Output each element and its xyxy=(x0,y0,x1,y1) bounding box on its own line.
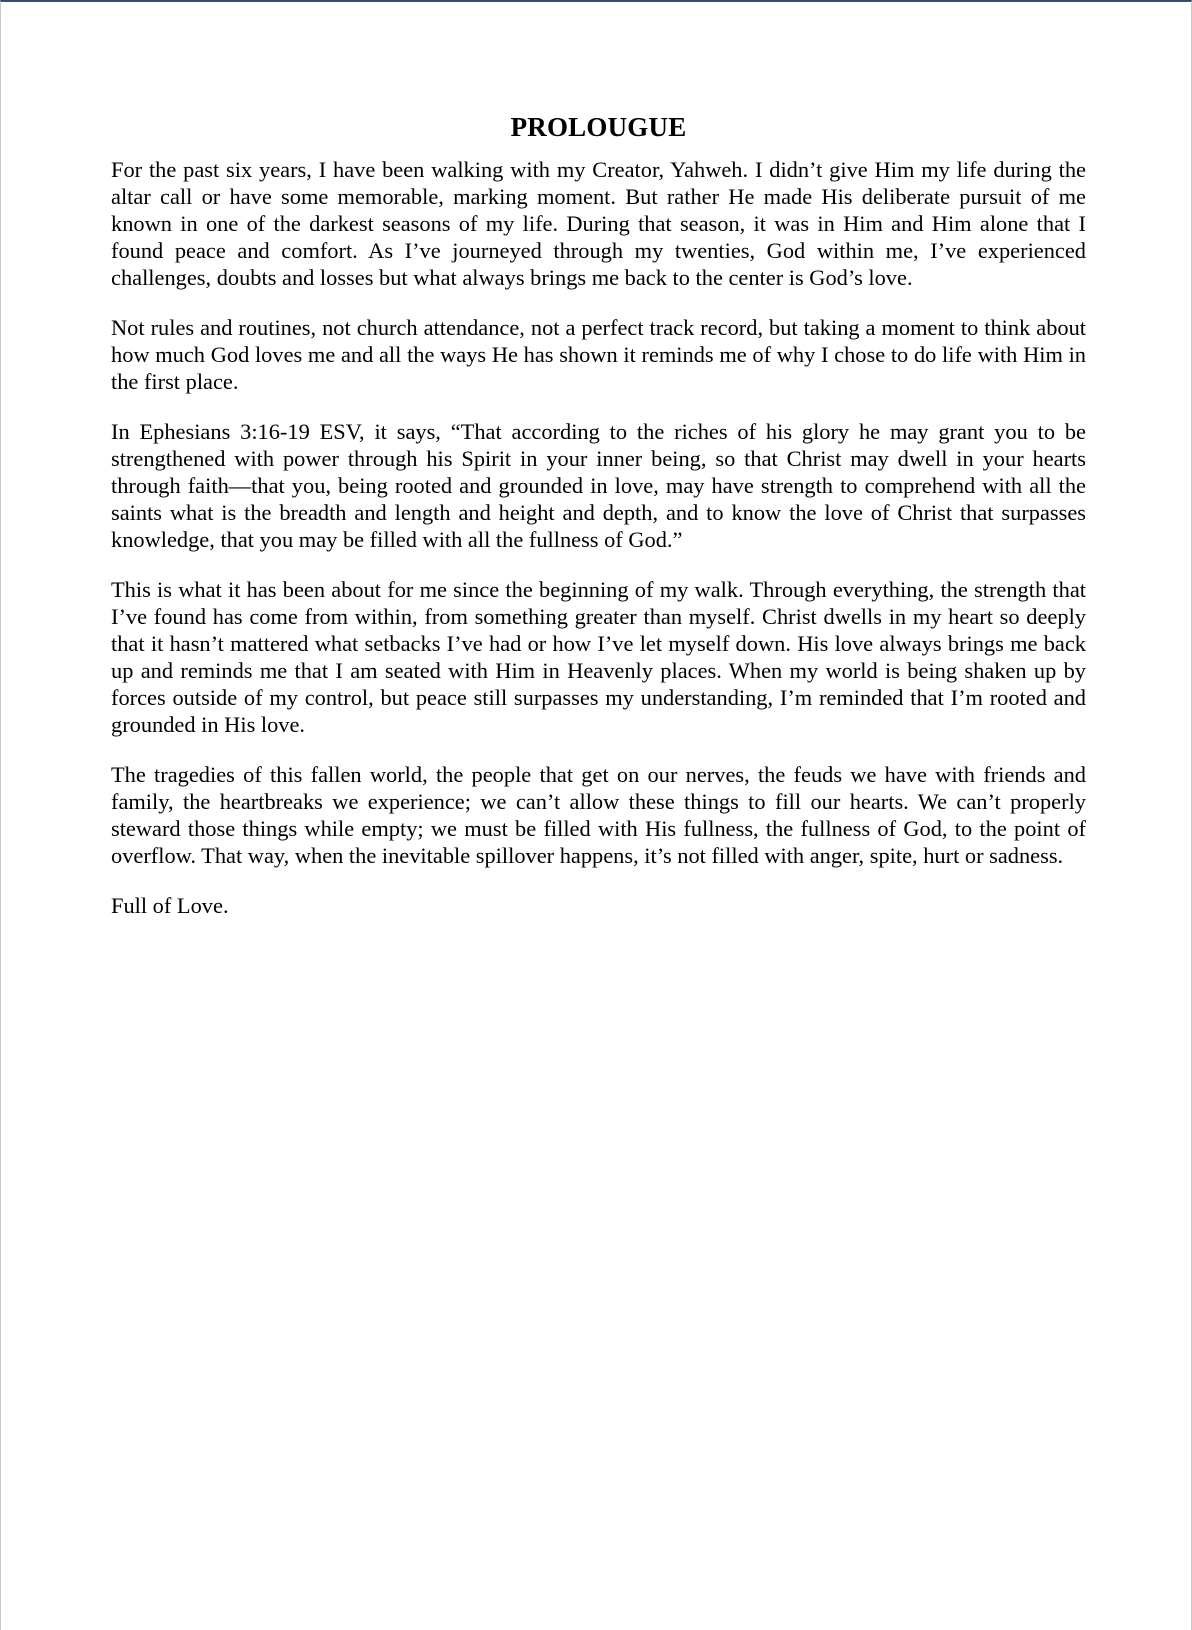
paragraph-2: Not rules and routines, not church attendance, not a perfect track record, but taking a moment to think about how much God loves me and all the ways He has shown it reminds me of why I chose to do life with Him in the first place. xyxy=(111,315,1086,394)
page-content xyxy=(111,108,1086,942)
closing-line: Full of Love. xyxy=(111,893,229,918)
page-title: PROLOUGUE xyxy=(510,112,687,142)
paragraph-5: The tragedies of this fallen world, the people that get on our nerves, the feuds we have with friends and family, the heartbreaks we experience; we can’t allow these things to fill our hearts. We can’t properly steward those things while empty; we must be filled with His fullness, the fullness of God, to the point of overflow. That way, when the inevitable spillover happens, it’s not filled with anger, spite, hurt or sadness. xyxy=(111,762,1086,868)
paragraph-3: In Ephesians 3:16-19 ESV, it says, “That according to the riches of his glory he may grant you to be strengthened with power through his Spirit in your inner being, so that Christ may dwell in your hearts through faith—that you, being rooted and grounded in love, may have strength to comprehend with all the saints what is the breadth and length and height and depth, and to know the love of Christ that surpasses knowledge, that you may be filled with all the fullness of God.” xyxy=(111,419,1086,552)
paragraph-4: This is what it has been about for me since the beginning of my walk. Through everything, the strength that I’ve found has come from within, from something greater than myself. Christ dwells in my heart so deeply that it hasn’t mattered what setbacks I’ve had or how I’ve let myself down. His love always brings me back up and reminds me that I am seated with Him in Heavenly places. When my world is being shaken up by forces outside of my control, but peace still surpasses my understanding, I’m reminded that I’m rooted and grounded in His love. xyxy=(111,577,1086,737)
paragraph-1: For the past six years, I have been walking with my Creator, Yahweh. I didn’t give Him my life during the altar call or have some memorable, marking moment. But rather He made His deliberate pursuit of me known in one of the darkest seasons of my life. During that season, it was in Him and Him alone that I found peace and comfort. As I’ve journeyed through my twenties, God within me, I’ve experienced challenges, doubts and losses but what always brings me back to the center is God’s love. xyxy=(111,157,1086,290)
